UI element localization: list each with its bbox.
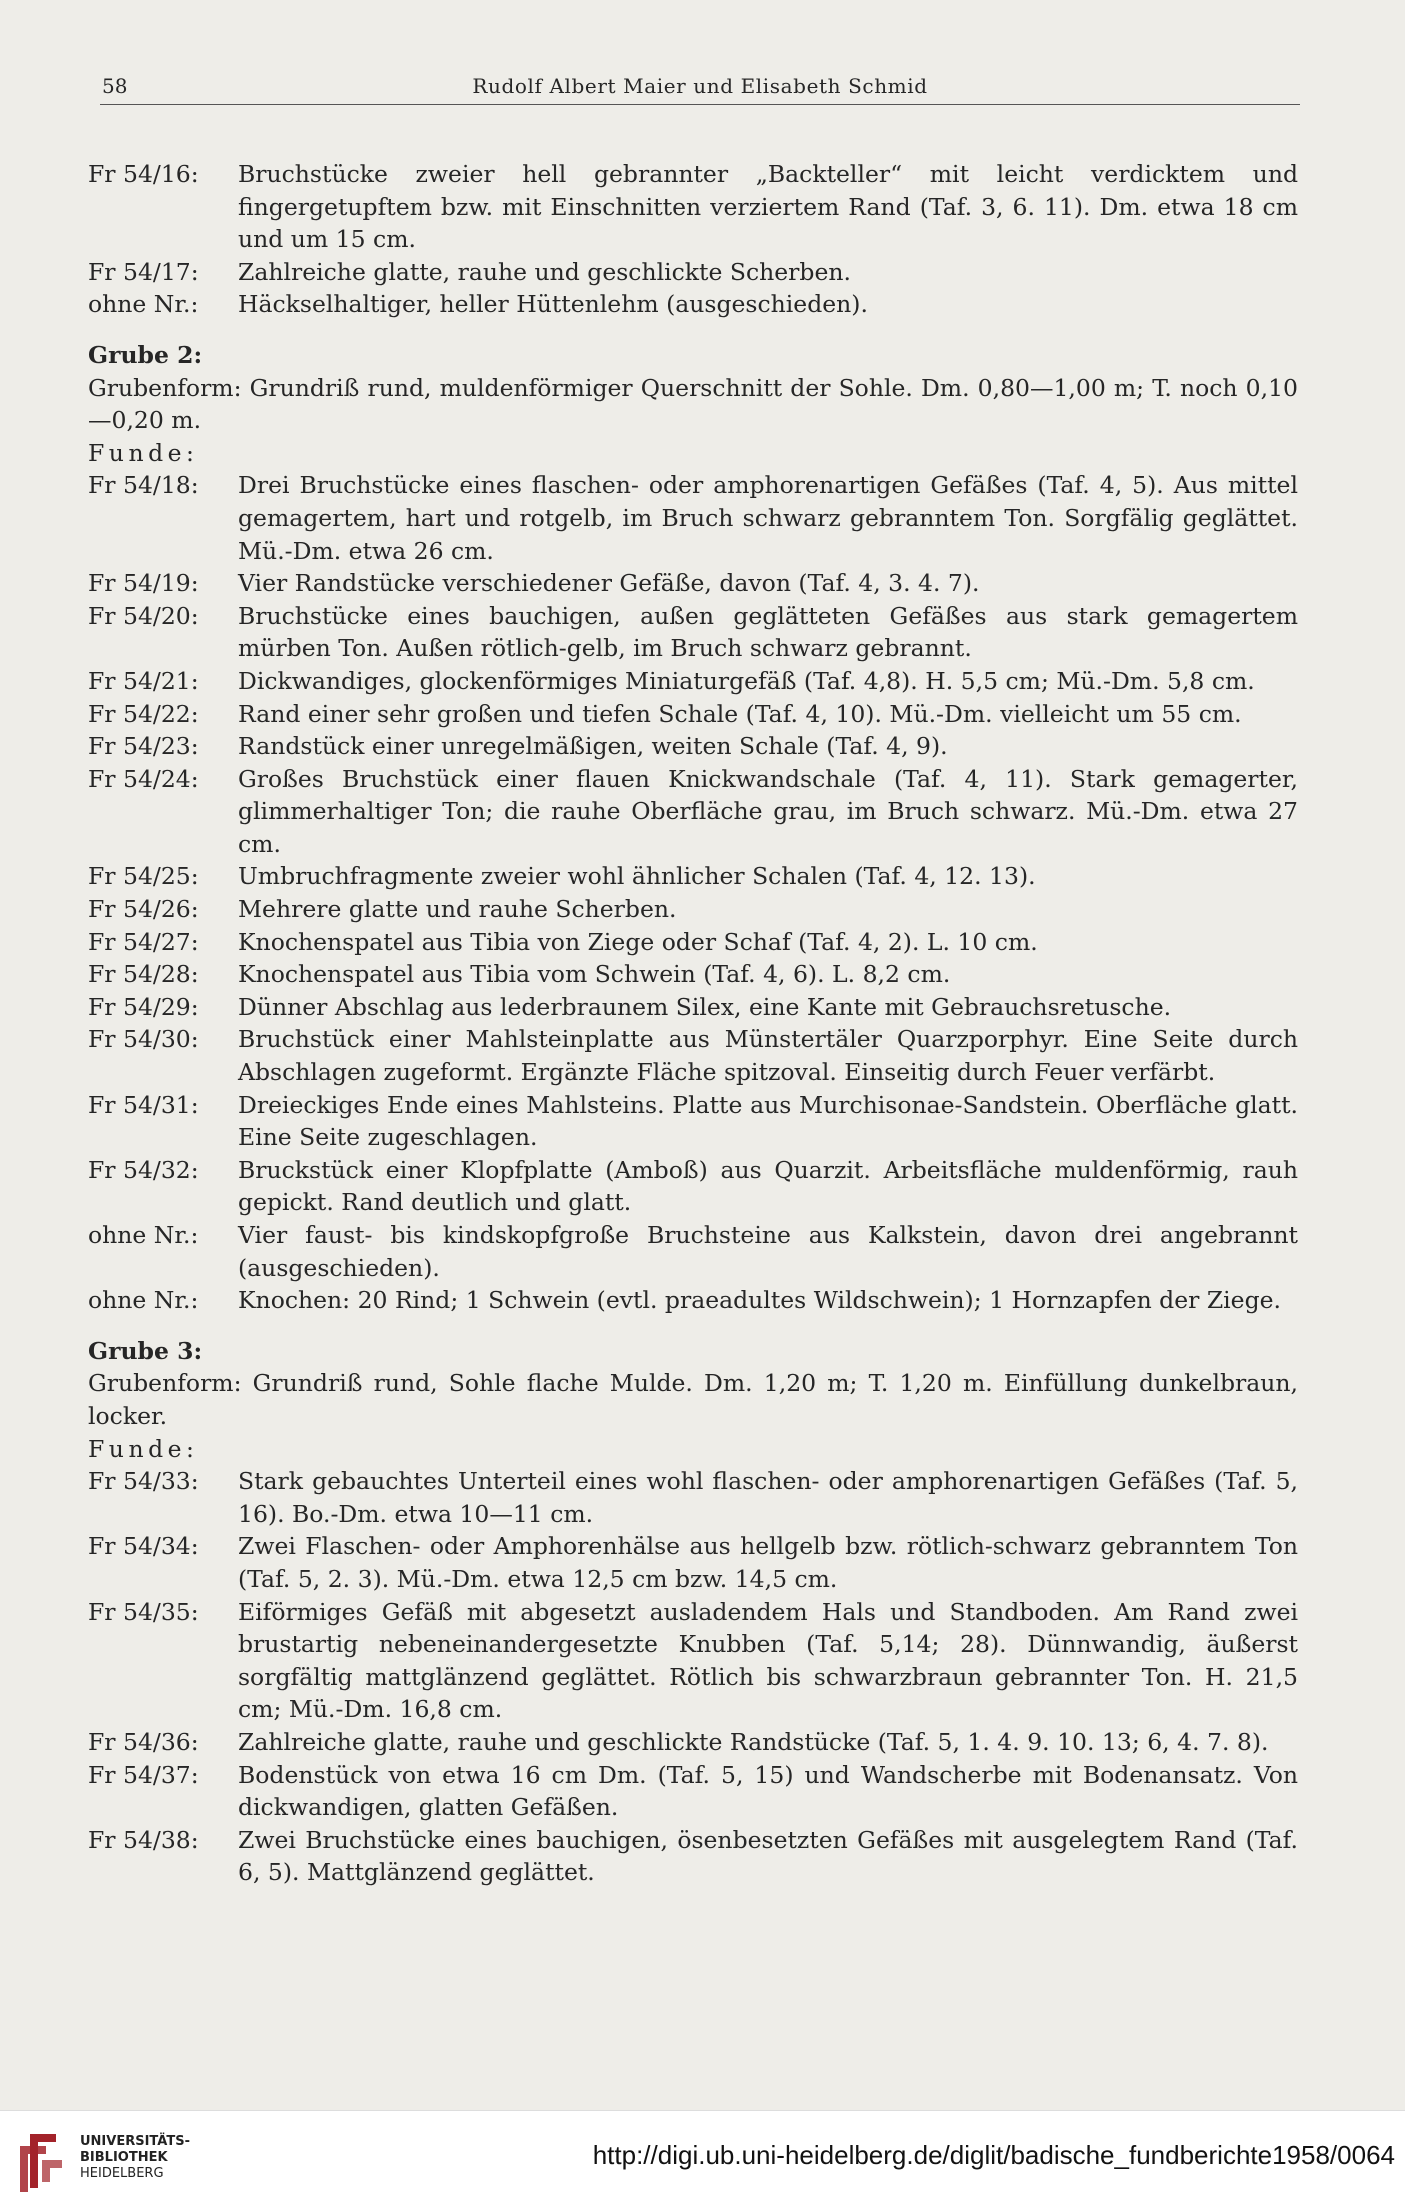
find-description: Bruckstück einer Klopfplatte (Amboß) aus Quarzit. Arbeitsfläche muldenförmig, rauh gepickt. Rand deutlich und glatt.	[238, 1155, 1298, 1217]
find-entry	[88, 1465, 1298, 1530]
find-number: ohne Nr.:	[88, 290, 199, 319]
find-description: Zahlreiche glatte, rauhe und geschlickte Scherben.	[238, 257, 851, 286]
find-number: Fr 54/17:	[88, 257, 199, 286]
grube-3-entries	[88, 1465, 1298, 1889]
find-entry	[88, 730, 1298, 763]
grube-2-funde-label: Funde:	[88, 438, 199, 467]
library-name-line-3: HEIDELBERG	[80, 2166, 164, 2181]
find-entry	[88, 1023, 1298, 1088]
find-number: Fr 54/20:	[88, 601, 199, 630]
find-number: Fr 54/38:	[88, 1825, 199, 1854]
section-heading-grube-3: Grube 3:	[88, 1336, 203, 1365]
find-description: Randstück einer unregelmäßigen, weiten Schale (Taf. 4, 9).	[238, 732, 948, 761]
find-description: Zwei Flaschen- oder Amphorenhälse aus hellgelb bzw. rötlich-schwarz gebranntem Ton (Taf. 5, 2. 3). Mü.-Dm. etwa 12,5 cm bzw. 14,5 cm.	[238, 1532, 1298, 1593]
find-description: Bruchstücke eines bauchigen, außen geglätteten Gefäßes aus stark gemagertem mürben Ton. Außen rötlich-gelb, im Bruch schwarz gebrannt.	[238, 601, 1298, 663]
find-entry	[88, 1154, 1298, 1219]
find-entry	[88, 1596, 1298, 1726]
find-entry	[88, 958, 1298, 991]
find-description: Dickwandiges, glockenförmiges Miniaturgefäß (Taf. 4,8). H. 5,5 cm; Mü.-Dm. 5,8 cm.	[238, 666, 1255, 695]
find-entry	[88, 1824, 1298, 1889]
intro-entries	[88, 158, 1298, 321]
find-entry	[88, 698, 1298, 731]
grube-2-entries	[88, 469, 1298, 1316]
find-entry	[88, 158, 1298, 256]
find-entry	[88, 600, 1298, 665]
find-entry	[88, 893, 1298, 926]
find-number: ohne Nr.:	[88, 1286, 199, 1315]
find-number: Fr 54/27:	[88, 927, 199, 956]
find-description: Knochenspatel aus Tibia von Ziege oder Schaf (Taf. 4, 2). L. 10 cm.	[238, 927, 1038, 956]
grube-3-funde-label: Funde:	[88, 1434, 199, 1463]
find-number: ohne Nr.:	[88, 1221, 199, 1249]
find-entry	[88, 1284, 1298, 1317]
find-description: Vier Randstücke verschiedener Gefäße, davon (Taf. 4, 3. 4. 7).	[238, 569, 980, 598]
find-number: Fr 54/22:	[88, 699, 199, 728]
find-entry	[88, 256, 1298, 289]
find-description: Dreieckiges Ende eines Mahlsteins. Platte aus Murchisonae-Sandstein. Oberfläche glatt. Eine Seite zugeschlagen.	[238, 1090, 1298, 1152]
find-description: Knochen: 20 Rind; 1 Schwein (evtl. praeadultes Wildschwein); 1 Hornzapfen der Ziege.	[238, 1286, 1282, 1315]
find-description: Knochenspatel aus Tibia vom Schwein (Taf. 4, 6). L. 8,2 cm.	[238, 960, 951, 989]
grube-2-description: Grubenform: Grundriß rund, muldenförmiger Querschnitt der Sohle. Dm. 0,80—1,00 m; T. noch 0,10—0,20 m.	[88, 373, 1298, 435]
find-entry	[88, 1726, 1298, 1759]
find-description: Dünner Abschlag aus lederbraunem Silex, eine Kante mit Gebrauchsretusche.	[238, 992, 1172, 1021]
find-number: Fr 54/31:	[88, 1090, 199, 1119]
find-number: Fr 54/24:	[88, 764, 199, 793]
running-header	[100, 74, 1300, 105]
find-entry	[88, 665, 1298, 698]
find-entry	[88, 991, 1298, 1024]
find-description: Eiförmiges Gefäß mit abgesetzt ausladendem Hals und Standboden. Am Rand zwei brustartig nebeneinandergesetzte Knubben (Taf. 5,14; 28). Dünnwandig, äußerst sorgfältig mattglänzend geglättet. Rötlich bis schwarzbraun gebrannter Ton. H. 21,5 cm; Mü.-Dm. 16,8 cm.	[238, 1597, 1298, 1724]
find-number: Fr 54/33:	[88, 1467, 199, 1496]
library-logo-icon	[12, 2126, 70, 2196]
find-description: Häckselhaltiger, heller Hüttenlehm (ausgeschieden).	[238, 290, 868, 319]
find-description: Rand einer sehr großen und tiefen Schale (Taf. 4, 10). Mü.-Dm. vielleicht um 55 cm.	[238, 699, 1242, 728]
permalink-url[interactable]: http://digi.ub.uni-heidelberg.de/diglit/badische_fundberichte1958/0064	[592, 2140, 1395, 2170]
find-number: Fr 54/19:	[88, 569, 199, 598]
find-number: Fr 54/30:	[88, 1025, 199, 1054]
find-entry	[88, 926, 1298, 959]
find-description: Zahlreiche glatte, rauhe und geschlickte Randstücke (Taf. 5, 1. 4. 9. 10. 13; 6, 4. 7. 8).	[238, 1727, 1269, 1756]
find-number: Fr 54/34:	[88, 1532, 199, 1561]
grube-3-description: Grubenform: Grundriß rund, Sohle flache Mulde. Dm. 1,20 m; T. 1,20 m. Einfüllung dunkelbraun, locker.	[88, 1369, 1298, 1430]
find-entry	[88, 860, 1298, 893]
find-entry	[88, 1530, 1298, 1595]
page-body	[88, 158, 1298, 1889]
library-name-line-2: BIBLIOTHEK	[80, 2150, 168, 2165]
find-number: Fr 54/23:	[88, 732, 199, 761]
find-number: Fr 54/25:	[88, 862, 199, 891]
find-number: Fr 54/21:	[88, 666, 199, 695]
find-description: Zwei Bruchstücke eines bauchigen, ösenbesetzten Gefäßes mit ausgelegtem Rand (Taf. 6, 5). Mattglänzend geglättet.	[238, 1825, 1298, 1887]
find-entry	[88, 763, 1298, 861]
library-name-line-1: UNIVERSITÄTS-	[80, 2134, 190, 2149]
find-description: Bruchstücke zweier hell gebrannter „Backteller“ mit leicht verdicktem und fingergetupftem bzw. mit Einschnitten verziertem Rand (Taf. 3, 6. 11). Dm. etwa 18 cm und um 15 cm.	[238, 160, 1298, 254]
library-name	[80, 2134, 190, 2182]
section-heading-grube-2: Grube 2:	[88, 340, 203, 369]
find-number: Fr 54/32:	[88, 1155, 199, 1184]
find-number: Fr 54/29:	[88, 992, 199, 1021]
find-description: Drei Bruchstücke eines flaschen- oder amphorenartigen Gefäßes (Taf. 4, 5). Aus mittel gemagertem, hart und rotgelb, im Bruch schwarz gebranntem Ton. Sorgfälig geglättet. Mü.-Dm. etwa 26 cm.	[238, 471, 1298, 565]
running-title: Rudolf Albert Maier und Elisabeth Schmid	[472, 74, 928, 98]
find-number: Fr 54/35:	[88, 1597, 199, 1626]
find-number: Fr 54/36:	[88, 1727, 199, 1756]
find-number: Fr 54/26:	[88, 895, 199, 924]
find-description: Stark gebauchtes Unterteil eines wohl flaschen- oder amphorenartigen Gefäßes (Taf. 5, 16). Bo.-Dm. etwa 10—11 cm.	[238, 1467, 1298, 1528]
find-entry	[88, 1089, 1298, 1154]
find-description: Vier faust- bis kindskopfgroße Bruchsteine aus Kalkstein, davon drei angebrannt (ausgeschieden).	[238, 1221, 1298, 1282]
find-description: Bruchstück einer Mahlsteinplatte aus Münstertäler Quarzporphyr. Eine Seite durch Abschlagen zugeformt. Ergänzte Fläche spitzoval. Einseitig durch Feuer verfärbt.	[238, 1025, 1298, 1087]
page-number: 58	[102, 74, 128, 98]
find-description: Bodenstück von etwa 16 cm Dm. (Taf. 5, 15) und Wandscherbe mit Bodenansatz. Von dickwandigen, glatten Gefäßen.	[238, 1760, 1298, 1822]
find-entry	[88, 469, 1298, 567]
find-entry	[88, 1219, 1298, 1284]
find-entry	[88, 288, 1298, 321]
find-number: Fr 54/16:	[88, 160, 199, 188]
find-description: Umbruchfragmente zweier wohl ähnlicher Schalen (Taf. 4, 12. 13).	[238, 862, 1036, 891]
find-number: Fr 54/28:	[88, 960, 199, 989]
find-entry	[88, 1759, 1298, 1824]
find-description: Großes Bruchstück einer flauen Knickwandschale (Taf. 4, 11). Stark gemagerter, glimmerhaltiger Ton; die rauhe Oberfläche grau, im Bruch schwarz. Mü.-Dm. etwa 27 cm.	[238, 764, 1298, 858]
find-number: Fr 54/37:	[88, 1760, 199, 1789]
find-entry	[88, 567, 1298, 600]
find-description: Mehrere glatte und rauhe Scherben.	[238, 895, 677, 924]
find-number: Fr 54/18:	[88, 471, 199, 500]
